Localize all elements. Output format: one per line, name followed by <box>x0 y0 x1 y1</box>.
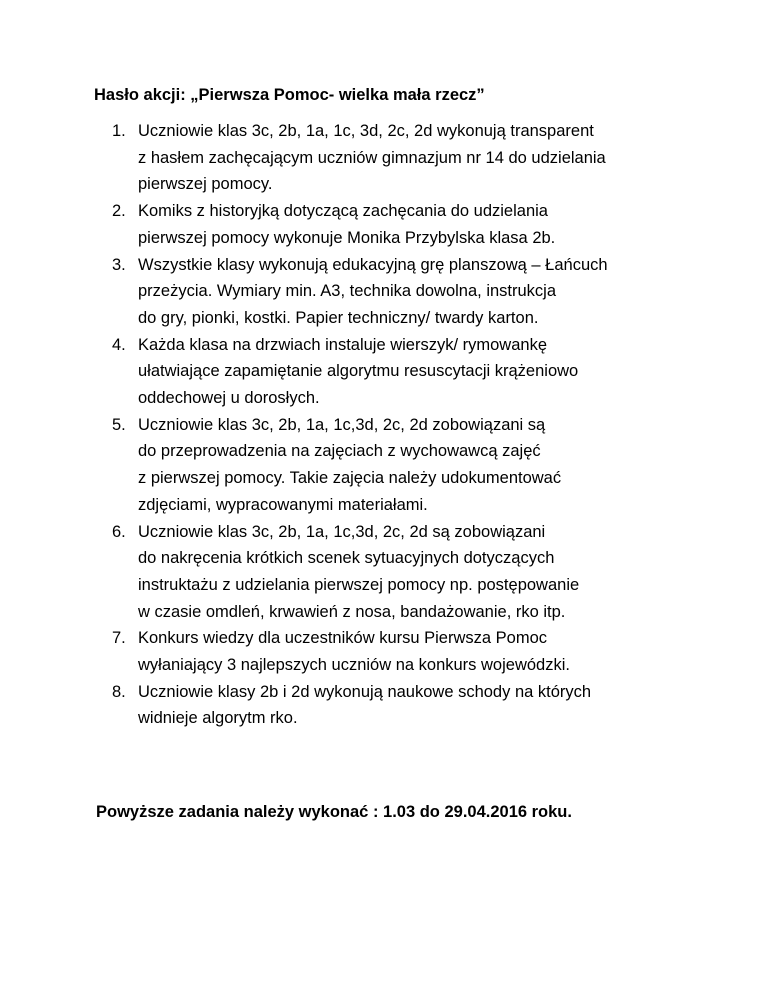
item-text <box>138 332 682 412</box>
item-number: 3. <box>112 255 126 274</box>
item-number: 8. <box>112 682 126 701</box>
item-text <box>138 252 682 332</box>
item-line: do nakręcenia krótkich scenek sytuacyjnych dotyczących <box>138 549 555 568</box>
deadline-note: Powyższe zadania należy wykonać : 1.03 do 29.04.2016 roku. <box>96 803 572 821</box>
item-text <box>138 412 682 519</box>
item-text <box>138 118 682 198</box>
item-line: z pierwszej pomocy. Takie zajęcia należy udokumentować <box>138 469 562 488</box>
item-line: oddechowej u dorosłych. <box>138 389 320 408</box>
list-item <box>112 198 682 251</box>
item-line: Uczniowie klasy 2b i 2d wykonują naukowe schody na których <box>138 682 592 701</box>
list-item <box>112 118 682 198</box>
item-line: przeżycia. Wymiary min. A3, technika dowolna, instrukcja <box>138 282 557 301</box>
item-text <box>138 519 682 626</box>
item-line: z hasłem zachęcającym uczniów gimnazjum nr 14 do udzielania <box>138 148 606 167</box>
list-item <box>112 519 682 626</box>
item-line: w czasie omdleń, krwawień z nosa, bandażowanie, rko itp. <box>138 602 566 621</box>
item-line: wyłaniający 3 najlepszych uczniów na konkurs wojewódzki. <box>138 656 570 675</box>
item-line: instruktażu z udzielania pierwszej pomocy np. postępowanie <box>138 575 580 594</box>
item-text <box>138 679 682 732</box>
item-line: do przeprowadzenia na zajęciach z wychowawcą zajęć <box>138 442 541 461</box>
item-text <box>138 198 682 251</box>
item-line: ułatwiające zapamiętanie algorytmu resuscytacji krążeniowo <box>138 362 579 381</box>
item-number: 7. <box>112 629 126 648</box>
item-line: Uczniowie klas 3c, 2b, 1a, 1c,3d, 2c, 2d zobowiązani są <box>138 415 546 434</box>
item-line: pierwszej pomocy. <box>138 175 273 194</box>
item-line: zdjęciami, wypracowanymi materiałami. <box>138 495 428 514</box>
list-item <box>112 252 682 332</box>
document-heading: Hasło akcji: „Pierwsza Pomoc- wielka mała rzecz” <box>94 86 485 104</box>
item-line: Wszystkie klasy wykonują edukacyjną grę planszową – Łańcuch <box>138 255 608 274</box>
item-number: 6. <box>112 522 126 541</box>
item-line: Każda klasa na drzwiach instaluje wierszyk/ rymowankę <box>138 335 548 354</box>
task-list <box>112 118 682 732</box>
item-line: do gry, pionki, kostki. Papier techniczny/ twardy karton. <box>138 308 539 327</box>
item-line: Konkurs wiedzy dla uczestników kursu Pierwsza Pomoc <box>138 629 547 648</box>
item-line: Komiks z historyjką dotyczącą zachęcania do udzielania <box>138 202 548 221</box>
item-number: 4. <box>112 335 126 354</box>
item-number: 2. <box>112 202 126 221</box>
list-item <box>112 412 682 519</box>
list-item <box>112 679 682 732</box>
list-item <box>112 625 682 678</box>
item-line: Uczniowie klas 3c, 2b, 1a, 1c, 3d, 2c, 2d wykonują transparent <box>138 122 594 140</box>
item-line: widnieje algorytm rko. <box>138 709 298 728</box>
item-text <box>138 625 682 678</box>
item-number: 1. <box>112 122 126 140</box>
item-number: 5. <box>112 415 126 434</box>
item-line: Uczniowie klas 3c, 2b, 1a, 1c,3d, 2c, 2d są zobowiązani <box>138 522 546 541</box>
list-item <box>112 332 682 412</box>
item-line: pierwszej pomocy wykonuje Monika Przybylska klasa 2b. <box>138 228 556 247</box>
